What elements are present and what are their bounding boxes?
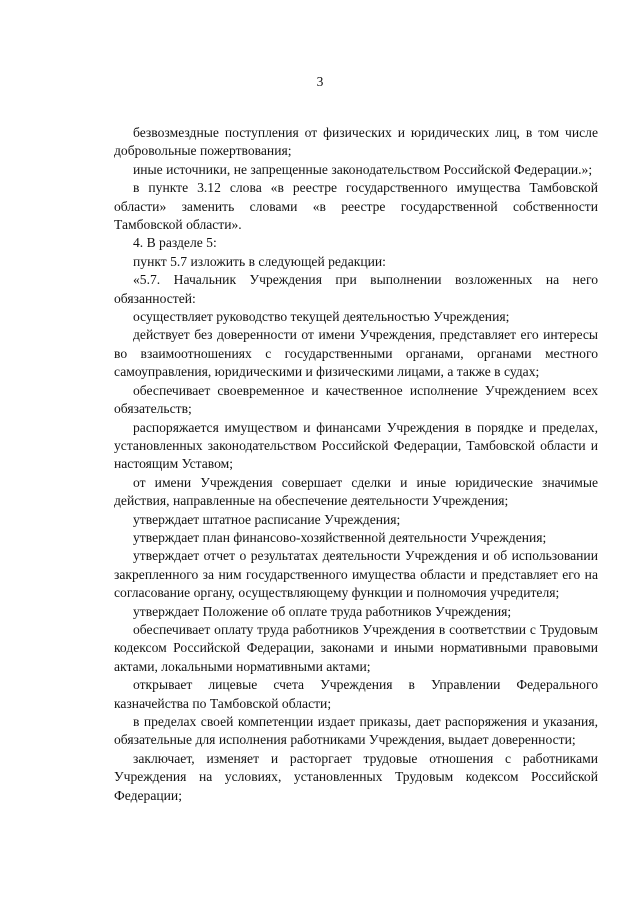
paragraph: утверждает Положение об оплате труда работников Учреждения; xyxy=(133,603,512,619)
paragraph: утверждает штатное расписание Учреждения; xyxy=(133,511,401,527)
paragraph: действует без доверенности от имени Учреждения, представляет его интересы во взаимоотношениях с государственными органами, органами местного самоуправления, юридическими и физическими лицами, а также в судах; xyxy=(114,327,598,380)
paragraph: «5.7. Начальник Учреждения при выполнении возложенных на него обязанностей: xyxy=(114,272,598,306)
paragraph: утверждает отчет о результатах деятельности Учреждения и об использовании закрепленного за ним государственного имущества области и представляет его на согласование органу, осуществляющему функции и полномочия учредителя; xyxy=(114,548,598,601)
page-number: 3 xyxy=(316,74,324,89)
paragraph: от имени Учреждения совершает сделки и иные юридические значимые действия, направленные на обеспечение деятельности Учреждения; xyxy=(114,474,598,509)
paragraph: пункт 5.7 изложить в следующей редакции: xyxy=(133,253,386,269)
paragraph: в пункте 3.12 слова «в реестре государственного имущества Тамбовской области» заменить словами «в реестре государственной собственности Тамбовской области». xyxy=(114,180,598,233)
paragraph: в пределах своей компетенции издает приказы, дает распоряжения и указания, обязательные для исполнения работниками Учреждения, выдает доверенности; xyxy=(114,714,598,748)
paragraph: утверждает план финансово-хозяйственной деятельности Учреждения; xyxy=(133,529,547,545)
paragraph: 4. В разделе 5: xyxy=(133,235,217,251)
paragraph: безвозмездные поступления от физических и юридических лиц, в том числе добровольные пожертвования; xyxy=(114,125,598,159)
paragraph: распоряжается имуществом и финансами Учреждения в порядке и пределах, установленных законодательством Российской Федерации, Тамбовской области и настоящим Уставом; xyxy=(114,419,598,472)
paragraph: иные источники, не запрещенные законодательством Российской Федерации.»; xyxy=(133,161,593,177)
document-body xyxy=(114,124,598,805)
paragraph: обеспечивает своевременное и качественное исполнение Учреждением всех обязательств; xyxy=(114,382,598,417)
paragraph: открывает лицевые счета Учреждения в Управлении Федерального казначейства по Тамбовской области; xyxy=(114,677,598,711)
paragraph: осуществляет руководство текущей деятельностью Учреждения; xyxy=(133,309,510,325)
paragraph: обеспечивает оплату труда работников Учреждения в соответствии с Трудовым кодексом Российской Федерации, законами и иными нормативными правовыми актами, локальными нормативными актами; xyxy=(114,621,598,674)
paragraph: заключает, изменяет и расторгает трудовые отношения с работниками Учреждения на условиях, установленных Трудовым кодексом Российской Федерации; xyxy=(114,750,598,803)
